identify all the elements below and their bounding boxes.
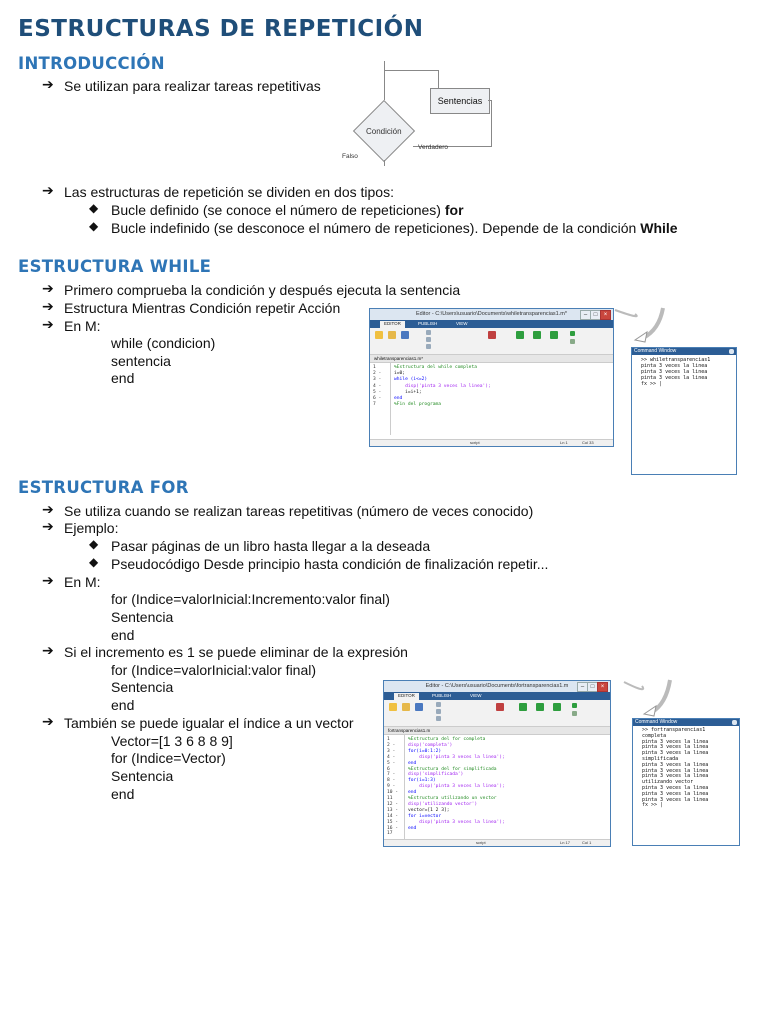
- code-line[interactable]: disp('pinta 3 veces la linea');: [408, 754, 505, 760]
- command-window-output[interactable]: [633, 726, 739, 809]
- editor-code-area[interactable]: [384, 735, 610, 840]
- intro-sub-2: Bucle indefinido (se desconoce el número de repeticiones). Depende de la condición While: [111, 220, 678, 236]
- command-output-line: pinta 3 veces la linea: [642, 761, 709, 768]
- code-line[interactable]: end: [408, 825, 417, 831]
- for-heading: ESTRUCTURA FOR: [18, 478, 189, 497]
- code-line[interactable]: %Estructura del while completa: [394, 365, 477, 370]
- curved-arrow-icon: [622, 678, 682, 720]
- command-output-line: fx >> |: [641, 381, 663, 387]
- arrow-right-icon: ➔: [42, 501, 54, 517]
- while-code-2: sentencia: [111, 353, 171, 369]
- run-and-time-icon[interactable]: [536, 703, 544, 711]
- run-and-advance-icon[interactable]: [553, 703, 561, 711]
- line-number: 7 -: [387, 772, 396, 778]
- tab-publish[interactable]: PUBLISH: [418, 321, 438, 326]
- for-code-8: for (Indice=Vector): [111, 750, 226, 766]
- compare-icon[interactable]: [426, 337, 431, 342]
- editor-title: Editor - C:\Users\usuario\Documents\fortransparencias1.m: [425, 683, 569, 689]
- line-number: 7: [373, 402, 376, 408]
- line-number: 2 -: [387, 742, 396, 748]
- editor-tabs: [384, 692, 610, 700]
- code-line[interactable]: %Estructura del for simplificada: [408, 766, 497, 772]
- code-line[interactable]: disp('completa'): [408, 742, 453, 748]
- run-icon[interactable]: [519, 703, 527, 711]
- command-output-line: pinta 3 veces la linea: [641, 363, 708, 369]
- minimize-icon[interactable]: –: [580, 310, 591, 320]
- line-number: 17: [387, 831, 393, 837]
- line-number: 9 -: [387, 784, 396, 790]
- run-icon[interactable]: [516, 331, 524, 339]
- while-command-window: [631, 347, 737, 475]
- run-and-advance-icon[interactable]: [550, 331, 558, 339]
- tab-editor[interactable]: EDITOR: [380, 321, 405, 328]
- advance-icon[interactable]: [572, 711, 577, 716]
- close-icon[interactable]: ×: [597, 682, 608, 692]
- line-number: 4 -: [373, 383, 382, 389]
- flow-true-label: Verdadero: [418, 144, 448, 151]
- line-number: 5 -: [373, 389, 382, 395]
- line-number: 4 -: [387, 754, 396, 760]
- for-code-4: for (Indice=valorInicial:valor final): [111, 662, 317, 678]
- for-code-5: Sentencia: [111, 679, 174, 695]
- line-number: 16 -: [387, 825, 399, 831]
- for-sub-2: Pseudocódigo Desde principio hasta condición de finalización repetir...: [111, 556, 549, 572]
- diamond-icon: ◆: [89, 555, 99, 569]
- editor-titlebar: [384, 681, 610, 692]
- open-icon[interactable]: [402, 703, 410, 711]
- for-bullet-4: Si el incremento es 1 se puede eliminar de la expresión: [64, 644, 408, 660]
- tab-publish[interactable]: PUBLISH: [432, 693, 452, 698]
- line-number: 6 -: [373, 396, 382, 401]
- arrow-right-icon: ➔: [42, 572, 54, 588]
- for-sub-1: Pasar páginas de un libro hasta llegar a la deseada: [111, 538, 431, 554]
- code-line[interactable]: for(i=1:3): [408, 778, 436, 784]
- save-icon[interactable]: [401, 331, 409, 339]
- while-code-1: while (condicion): [111, 335, 216, 351]
- arrow-right-icon: ➔: [42, 713, 54, 729]
- code-line[interactable]: end: [408, 760, 417, 766]
- line-number: 8 -: [387, 778, 396, 784]
- code-line[interactable]: disp('simplificada'): [408, 772, 464, 778]
- arrow-right-icon: ➔: [42, 182, 54, 198]
- code-line[interactable]: disp('utilizando vector'): [408, 801, 478, 807]
- intro-bullet-1: Se utilizan para realizar tareas repetitivas: [64, 78, 321, 94]
- command-output-line: pinta 3 veces la linea: [642, 784, 709, 791]
- line-number: 14 -: [387, 813, 399, 819]
- line-number: 3 -: [387, 748, 396, 754]
- command-window-title: Command Window: [633, 719, 739, 726]
- intro-bullet-2: Las estructuras de repetición se dividen en dos tipos:: [64, 184, 394, 200]
- editor-statusbar: script Ln 1 Col 33: [370, 439, 613, 446]
- while-heading: ESTRUCTURA WHILE: [18, 257, 212, 276]
- run-section-icon[interactable]: [570, 331, 575, 336]
- flow-condition-label: Condición: [366, 127, 402, 136]
- for-bullet-3: En M:: [64, 574, 101, 590]
- code-line[interactable]: for i=vector: [408, 813, 442, 819]
- editor-tabs: [370, 320, 613, 328]
- while-bullet-3: En M:: [64, 318, 101, 334]
- line-number: 13 -: [387, 807, 399, 813]
- code-line[interactable]: disp('pinta 3 veces la linea');: [408, 819, 505, 825]
- flow-statement-box: Sentencias: [430, 88, 490, 114]
- command-output-line: pinta 3 veces la linea: [642, 750, 709, 757]
- line-number: 6: [387, 766, 390, 772]
- code-line[interactable]: for(i=0:1:2): [408, 748, 442, 754]
- command-output-line: utilizando vector: [642, 779, 694, 786]
- page-title: ESTRUCTURAS DE REPETICIÓN: [18, 16, 424, 42]
- command-output-line: pinta 3 veces la linea: [642, 744, 709, 751]
- line-number: 15 -: [387, 819, 399, 825]
- editor-file-tab[interactable]: fortransparencias1.m: [384, 727, 610, 735]
- run-and-time-icon[interactable]: [533, 331, 541, 339]
- arrow-right-icon: ➔: [42, 518, 54, 534]
- line-number: 2 -: [373, 371, 382, 377]
- find-files-icon[interactable]: [436, 702, 441, 707]
- intro-sub-1: Bucle definido (se conoce el número de repeticiones) for: [111, 202, 464, 218]
- arrow-right-icon: ➔: [42, 280, 54, 296]
- command-output-line: pinta 3 veces la linea: [642, 796, 709, 803]
- command-window-title: Command Window: [632, 348, 736, 355]
- tab-view[interactable]: VIEW: [456, 321, 468, 326]
- line-number: 1: [373, 365, 376, 370]
- find-files-icon[interactable]: [426, 330, 431, 335]
- tab-view[interactable]: VIEW: [470, 693, 482, 698]
- command-output-line: fx >> |: [642, 802, 664, 809]
- command-output-line: completa: [642, 732, 667, 739]
- new-icon[interactable]: [389, 703, 397, 711]
- code-line[interactable]: end: [408, 790, 417, 796]
- for-code-3: end: [111, 627, 135, 643]
- line-number: 11: [387, 796, 393, 801]
- close-icon[interactable]: [732, 720, 737, 725]
- for-code-2: Sentencia: [111, 609, 174, 625]
- code-line[interactable]: %Fin del programa: [394, 402, 442, 408]
- print-icon[interactable]: [426, 344, 431, 349]
- command-output-line: pinta 3 veces la linea: [642, 738, 709, 745]
- diamond-icon: ◆: [89, 201, 99, 215]
- curved-arrow-icon: [613, 306, 673, 346]
- while-code-3: end: [111, 370, 135, 386]
- code-line[interactable]: %Estructura utilizando un vector: [408, 796, 497, 801]
- editor-toolstrip: [384, 700, 610, 727]
- editor-file-tab[interactable]: whiletransparencias1.m*: [370, 355, 613, 363]
- close-icon[interactable]: ×: [600, 310, 611, 320]
- code-line[interactable]: disp('pinta 3 veces la linea');: [394, 383, 491, 389]
- command-output-line: pinta 3 veces la linea: [642, 767, 709, 774]
- run-section-icon[interactable]: [572, 703, 577, 708]
- diamond-icon: ◆: [89, 219, 99, 233]
- line-number: 12 -: [387, 801, 399, 807]
- code-line[interactable]: vector=[1 2 3];: [408, 807, 450, 813]
- while-editor-window: [369, 308, 614, 447]
- for-bullet-2: Ejemplo:: [64, 520, 119, 536]
- command-window-output[interactable]: [632, 355, 736, 387]
- while-bullet-2: Estructura Mientras Condición repetir Acción: [64, 300, 341, 316]
- maximize-icon[interactable]: □: [590, 310, 601, 320]
- for-code-9: Sentencia: [111, 768, 174, 784]
- command-output-line: pinta 3 veces la linea: [642, 790, 709, 797]
- code-line[interactable]: i=0;: [394, 371, 406, 377]
- minimize-icon[interactable]: –: [577, 682, 588, 692]
- command-output-line: simplificada: [642, 755, 679, 762]
- save-icon[interactable]: [415, 703, 423, 711]
- compare-icon[interactable]: [436, 709, 441, 714]
- editor-title: Editor - C:\Users\usuario\Documents\whiletransparencias1.m*: [415, 311, 567, 317]
- breakpoints-icon[interactable]: [496, 703, 504, 711]
- code-line[interactable]: %Estructura del for completa: [408, 737, 486, 742]
- close-icon[interactable]: [729, 349, 734, 354]
- diamond-icon: ◆: [89, 537, 99, 551]
- line-number: 10 -: [387, 790, 399, 796]
- arrow-right-icon: ➔: [42, 76, 54, 92]
- arrow-right-icon: ➔: [42, 642, 54, 658]
- editor-statusbar: script Ln 17 Col 1: [384, 839, 610, 846]
- tab-editor[interactable]: EDITOR: [394, 693, 419, 700]
- while-bullet-1: Primero comprueba la condición y después ejecuta la sentencia: [64, 282, 461, 298]
- intro-heading: INTRODUCCIÓN: [18, 54, 165, 73]
- editor-toolstrip: [370, 328, 613, 355]
- flow-false-label: Falso: [342, 153, 358, 160]
- line-number: 3 -: [373, 377, 382, 383]
- editor-code-area[interactable]: [370, 363, 613, 435]
- editor-titlebar: [370, 309, 613, 320]
- arrow-right-icon: ➔: [42, 298, 54, 314]
- for-bullet-5: También se puede igualar el índice a un vector: [64, 715, 354, 731]
- command-output-line: >> fortransparencias1: [642, 727, 706, 733]
- print-icon[interactable]: [436, 716, 441, 721]
- for-code-10: end: [111, 786, 135, 802]
- line-number: 1: [387, 737, 390, 742]
- new-icon[interactable]: [375, 331, 383, 339]
- advance-icon[interactable]: [570, 339, 575, 344]
- command-output-line: pinta 3 veces la linea: [641, 375, 708, 381]
- code-line[interactable]: end: [394, 396, 403, 401]
- code-line[interactable]: disp('pinta 3 veces la linea');: [408, 784, 505, 790]
- command-output-line: >> whiletransparencias1: [641, 357, 711, 363]
- breakpoints-icon[interactable]: [488, 331, 496, 339]
- for-code-7: Vector=[1 3 6 8 8 9]: [111, 733, 233, 749]
- for-editor-window: [383, 680, 611, 847]
- command-output-line: pinta 3 veces la linea: [641, 369, 708, 375]
- line-number: 5 -: [387, 760, 396, 766]
- for-bullet-1: Se utiliza cuando se realizan tareas repetitivas (número de veces conocido): [64, 503, 534, 519]
- command-output-line: pinta 3 veces la linea: [642, 773, 709, 780]
- maximize-icon[interactable]: □: [587, 682, 598, 692]
- open-icon[interactable]: [388, 331, 396, 339]
- code-line[interactable]: while (i<=2): [394, 377, 428, 383]
- for-code-1: for (Indice=valorInicial:Incremento:valor final): [111, 591, 390, 607]
- for-command-window: [632, 718, 740, 846]
- for-code-6: end: [111, 697, 135, 713]
- code-line[interactable]: i=i+1;: [394, 389, 422, 395]
- arrow-right-icon: ➔: [42, 316, 54, 332]
